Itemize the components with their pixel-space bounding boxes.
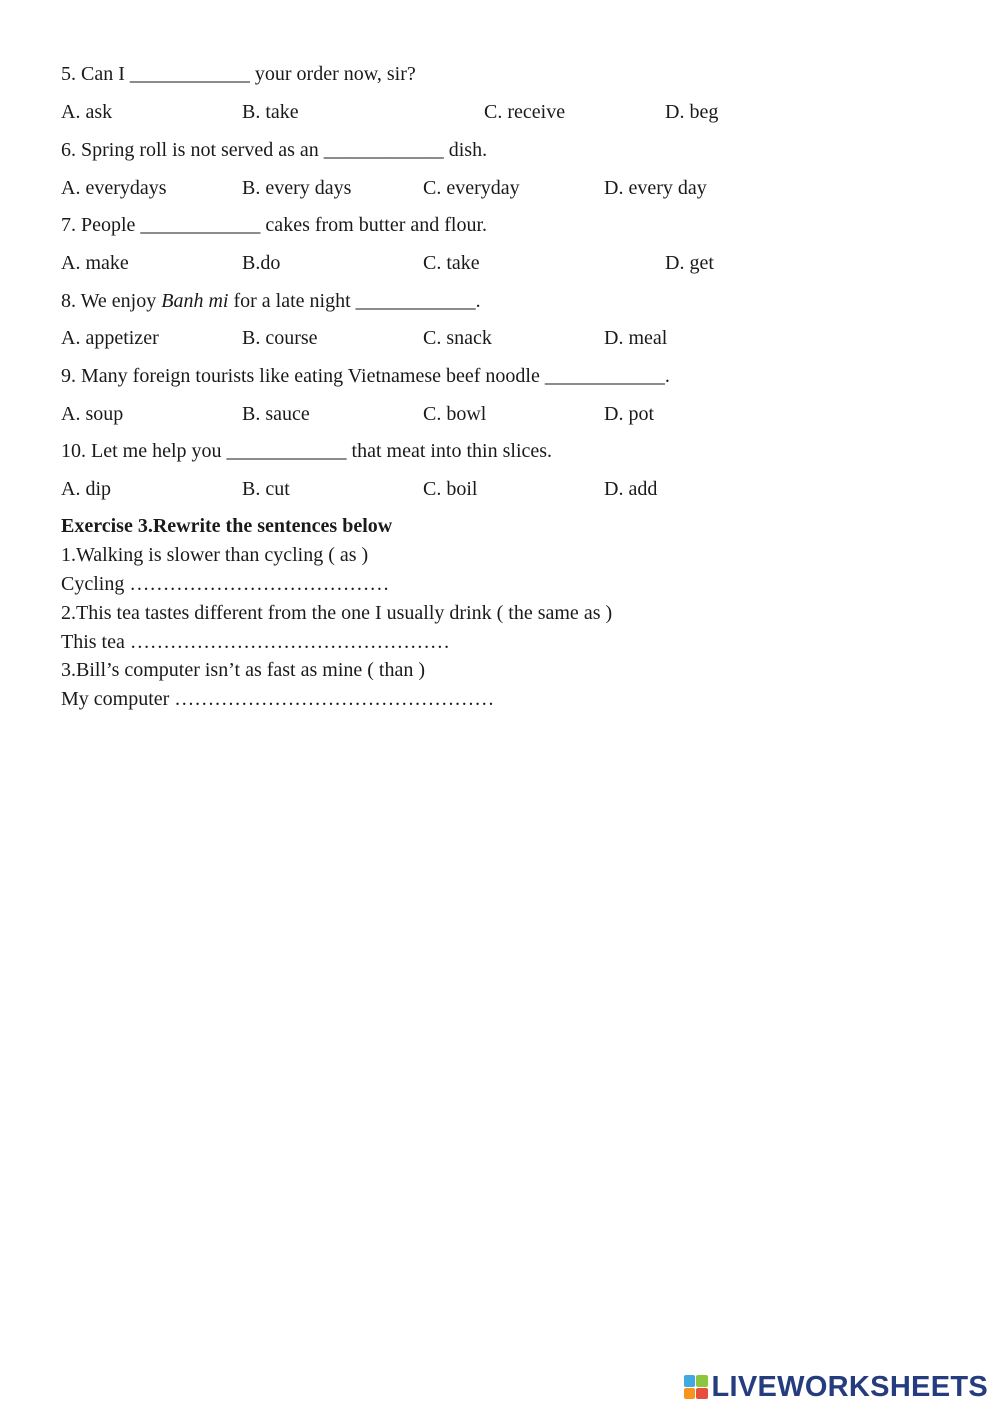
logo-square-1 [684,1375,696,1387]
question-stem-text: 9. Many foreign tourists like eating Vietnamese beef noodle ____________. [61,365,670,387]
dish-name-italic: Banh mi [161,290,229,312]
option-b[interactable]: B. take [242,101,299,123]
option-b[interactable]: B. course [242,327,318,349]
option-c[interactable]: C. bowl [423,403,487,425]
rewrite-answer-2[interactable]: This tea ………………………………………… [61,631,450,653]
option-a[interactable]: A. dip [61,478,111,500]
option-b[interactable]: B. cut [242,478,290,500]
option-d[interactable]: D. add [604,478,658,500]
question-10-stem [61,439,552,463]
option-a[interactable]: A. soup [61,403,124,425]
option-b[interactable]: B. sauce [242,403,310,425]
option-d[interactable]: D. get [665,252,714,274]
question-9-stem [61,364,670,388]
logo-square-2 [696,1375,708,1387]
rewrite-prompt-3: 3.Bill’s computer isn’t as fast as mine ( than ) [61,659,426,681]
option-a[interactable]: A. make [61,252,129,274]
rewrite-answer-3[interactable]: My computer ………………………………………… [61,688,495,710]
option-a[interactable]: A. ask [61,101,113,123]
rewrite-prompt-2: 2.This tea tastes different from the one I usually drink ( the same as ) [61,602,613,624]
option-c[interactable]: C. take [423,252,480,274]
option-b[interactable]: B. every days [242,177,352,199]
logo-square-3 [684,1388,696,1400]
question-7-stem [61,213,487,237]
option-c[interactable]: C. snack [423,327,492,349]
option-c[interactable]: C. receive [484,101,566,123]
logo-icon [684,1375,708,1399]
option-d[interactable]: D. every day [604,177,707,199]
question-stem-text: 7. People ____________ cakes from butter and flour. [61,214,488,236]
question-stem-text: for a late night ____________. [228,290,481,312]
option-d[interactable]: D. pot [604,403,654,425]
option-a[interactable]: A. everydays [61,177,167,199]
question-6-stem [61,138,487,162]
question-stem-text: 10. Let me help you ____________ that meat into thin slices. [61,440,553,462]
option-c[interactable]: C. boil [423,478,478,500]
question-8-stem [61,289,481,313]
option-a[interactable]: A. appetizer [61,327,159,349]
option-c[interactable]: C. everyday [423,177,520,199]
option-b[interactable]: B.do [242,252,281,274]
option-d[interactable]: D. beg [665,101,719,123]
question-stem-text: 8. We enjoy [61,290,162,312]
logo-square-4 [696,1388,708,1400]
question-stem-text: 6. Spring roll is not served as an ____________ dish. [61,139,488,161]
question-stem-text: 5. Can I ____________ your order now, sir? [61,63,416,85]
rewrite-answer-1[interactable]: Cycling ………………………………… [61,573,390,595]
question-5-stem [61,62,416,86]
rewrite-prompt-1: 1.Walking is slower than cycling ( as ) [61,544,369,566]
logo-text: LIVEWORKSHEETS [711,1370,988,1403]
option-d[interactable]: D. meal [604,327,668,349]
liveworksheets-logo [684,1370,989,1404]
exercise-3-heading: Exercise 3.Rewrite the sentences below [61,515,393,537]
